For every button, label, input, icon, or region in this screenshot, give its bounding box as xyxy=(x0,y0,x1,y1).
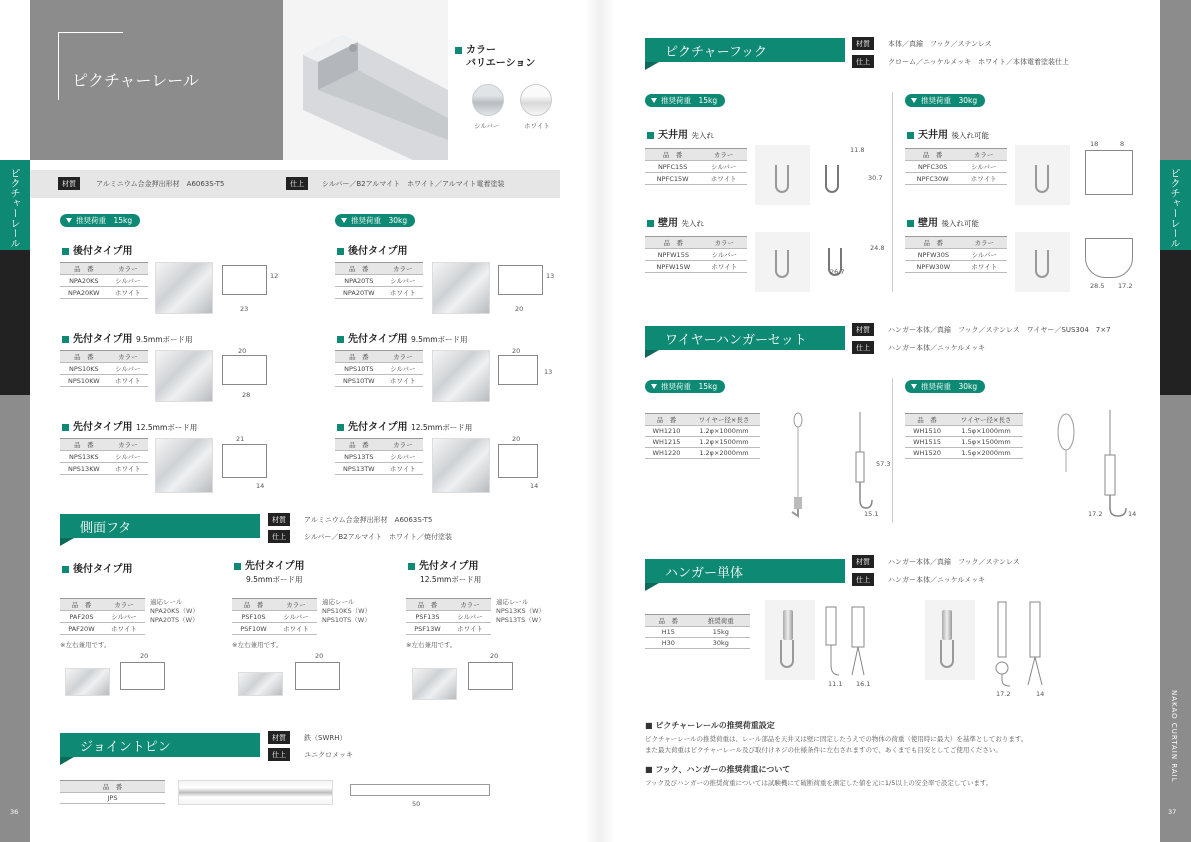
dim-label: 11.1 xyxy=(828,680,843,688)
block-title: 後付タイプ用 xyxy=(62,560,133,575)
finish-label: 仕上 xyxy=(852,341,874,354)
section-drawing xyxy=(222,444,267,478)
rail-photo xyxy=(283,0,448,160)
caption: ※左右兼用です。 xyxy=(60,641,111,649)
finish-value: ハンガー本体／ニッケルメッキ xyxy=(888,576,986,584)
cap-drawing xyxy=(468,662,513,690)
dim-label: 12 xyxy=(270,272,279,280)
product-photo xyxy=(155,350,213,402)
dim-label: 20 xyxy=(140,652,149,660)
product-photo xyxy=(65,668,110,696)
hook-icon xyxy=(940,640,954,668)
arrow-down-icon xyxy=(66,218,72,224)
load-pill-15kg: 推奨荷重 15kg xyxy=(645,380,725,393)
product-photo xyxy=(155,438,213,493)
spec-table: 品 番 ワイヤー径×長さ WH1510 1.5φ×1000mm WH1515 1.5φ×1500mm WH1520 1.5φ×2000mm xyxy=(905,413,1023,459)
material-value: 本体／真鍮 フック／ステンレス xyxy=(888,40,992,48)
dim-label: 14 xyxy=(1128,510,1137,518)
block-title: 壁用 後入れ可能 xyxy=(907,214,979,229)
product-photo xyxy=(432,350,490,402)
joint-pin-band: ジョイントピン xyxy=(60,733,260,757)
square-icon xyxy=(62,336,69,343)
spec-table: 品 番 カラー NPS13TS シルバー NPS13TW ホワイト xyxy=(335,438,423,475)
square-icon xyxy=(647,220,654,227)
dim-label: 17.2 xyxy=(1088,510,1103,518)
spec-table: 品 番 カラー NPFC30S シルバー NPFC30W ホワイト xyxy=(905,148,1007,185)
square-icon xyxy=(234,563,241,570)
material-value: ハンガー本体／真鍮 フック／ステンレス ワイヤー／SUS304 7×7 xyxy=(888,326,1111,334)
block-title: 先付タイプ用 12.5mmボード用 xyxy=(62,418,197,433)
joint-pin-drawing xyxy=(350,784,490,796)
dim-label: 11.8 xyxy=(850,146,865,154)
finish-value: ユニクロメッキ xyxy=(304,751,353,759)
dim-label: 20 xyxy=(490,652,499,660)
material-label: 材質 xyxy=(852,37,874,50)
load-pill-15kg: 推奨荷重 15kg xyxy=(60,214,140,227)
hook-drawing xyxy=(825,165,839,193)
load-pill-15kg: 推奨荷重 15kg xyxy=(645,94,725,107)
wire-drawing xyxy=(848,412,878,522)
hook-icon xyxy=(780,640,794,668)
block-title: 先付タイプ用 12.5mmボード用 xyxy=(408,560,481,586)
hook-icon xyxy=(775,250,789,278)
hook-drawing xyxy=(1085,150,1133,195)
spec-table: 品 番 カラー NPS13KS シルバー NPS13KW ホワイト xyxy=(60,438,148,475)
block-title: 先付タイプ用 12.5mmボード用 xyxy=(337,418,472,433)
brand-vertical: NAKAO CURTAIN RAIL xyxy=(1170,690,1178,783)
hook-drawing xyxy=(1085,238,1133,278)
arrow-down-icon xyxy=(651,384,657,390)
dim-label: 17.2 xyxy=(1118,282,1133,290)
wire-photo xyxy=(1048,412,1088,522)
finish-label: 仕上 xyxy=(852,573,874,586)
block-title: 後付タイプ用 xyxy=(337,242,408,257)
group-divider xyxy=(892,378,893,523)
spec-table: 品 番 カラー NPFW30S シルバー NPFW30W ホワイト xyxy=(905,236,1007,273)
arrow-down-icon xyxy=(651,98,657,104)
dim-label: 15.1 xyxy=(864,510,879,518)
block-title: 天井用 先入れ xyxy=(647,126,714,141)
square-icon xyxy=(647,132,654,139)
spec-table: 品 番 カラー NPS10TS シルバー NPS10TW ホワイト xyxy=(335,350,423,387)
block-title: 先付タイプ用 9.5mmボード用 xyxy=(337,330,468,345)
left-side-tab-text: ピクチャーレール xyxy=(8,168,19,248)
hanger-drawing xyxy=(990,600,1060,690)
spec-table: 品 番 カラー NPA20TS シルバー NPA20TW ホワイト xyxy=(335,262,423,299)
spec-table: 品 番 カラー PSF10S シルバー PSF10W ホワイト xyxy=(232,598,317,635)
page-number-right: 37 xyxy=(1168,808,1177,816)
material-label: 材質 xyxy=(852,555,874,568)
dim-label: 14 xyxy=(256,482,265,490)
material-label: 材質 xyxy=(268,513,290,526)
hook-icon xyxy=(1035,250,1049,278)
wire-photo xyxy=(788,412,808,522)
dim-label: 57.3 xyxy=(876,460,891,468)
finish-label: 仕上 xyxy=(268,530,290,543)
spec-table: 品 番 JPS xyxy=(60,780,165,804)
caption: ※左右兼用です。 xyxy=(232,641,283,649)
load-pill-30kg: 推奨荷重 30kg xyxy=(905,94,985,107)
block-title: 先付タイプ用 9.5mmボード用 xyxy=(234,560,305,586)
picture-hook-band: ピクチャーフック xyxy=(645,38,845,62)
square-icon xyxy=(62,424,69,431)
dim-label: 18 xyxy=(1090,140,1099,148)
section-drawing xyxy=(498,265,543,295)
material-label: 材質 xyxy=(58,177,80,190)
product-photo xyxy=(412,668,457,700)
swatch-silver-label: シルバー xyxy=(474,122,500,130)
page-title: ピクチャーレール xyxy=(72,71,199,90)
square-icon xyxy=(62,566,69,573)
dim-label: 8 xyxy=(1120,140,1125,148)
finish-value: シルバー／B2アルマイト ホワイト／アルマイト電着塗装 xyxy=(322,180,505,188)
side-cap-band: 側面フタ xyxy=(60,514,260,538)
hanger-band: ハンガー単体 xyxy=(645,559,845,583)
material-value: ハンガー本体／真鍮 フック／ステンレス xyxy=(888,558,1020,566)
section-drawing xyxy=(498,355,538,385)
square-icon xyxy=(337,248,344,255)
right-side-strip xyxy=(1160,250,1191,395)
note-load-setting: ■ ピクチャーレールの推奨荷重設定 ピクチャーレールの推奨荷重は、レール部品を天井又は壁に固定したうえでの物体の荷重（使用時に最大）を基準としております。 また最大荷重はピクチャーレール及び取付けネジの仕様条件に左右されますので、あくまでも目安としてご使用ください。 xyxy=(645,721,1028,754)
rail-note: 適応レール NPA20KS（W） NPA20TS（W） xyxy=(150,598,199,624)
dim-label: 20 xyxy=(238,347,247,355)
finish-value: クローム／ニッケルメッキ ホワイト／本体電着塗装仕上 xyxy=(888,58,1069,66)
dim-label: 20 xyxy=(315,652,324,660)
swatch-white xyxy=(520,84,552,116)
dim-label: 24.8 xyxy=(870,244,885,252)
square-icon xyxy=(455,47,462,54)
hanger-drawing xyxy=(822,605,882,685)
dim-label: 16.1 xyxy=(856,680,871,688)
square-icon xyxy=(337,336,344,343)
right-side-top xyxy=(1160,0,1191,160)
page-fold xyxy=(585,0,615,842)
square-icon xyxy=(408,563,415,570)
spec-table: 品 番 カラー NPA20KS シルバー NPA20KW ホワイト xyxy=(60,262,148,299)
rail-note: 適応レール NPS10KS（W） NPS10TS（W） xyxy=(322,598,371,624)
hanger-body xyxy=(783,610,793,640)
load-pill-30kg: 推奨荷重 30kg xyxy=(335,214,415,227)
product-photo xyxy=(432,262,490,314)
block-title: 天井用 後入れ可能 xyxy=(907,126,989,141)
dim-label: 20 xyxy=(515,305,524,313)
left-header-line xyxy=(58,32,123,33)
wire-drawing xyxy=(1098,410,1138,522)
swatch-white-label: ホワイト xyxy=(524,122,550,130)
dim-label: 17.2 xyxy=(996,690,1011,698)
material-label: 材質 xyxy=(268,731,290,744)
dim-label: 21 xyxy=(236,435,245,443)
dim-label: 26.7 xyxy=(830,268,845,276)
dim-label: 30.7 xyxy=(868,174,883,182)
left-side-strip-bottom xyxy=(0,395,30,842)
section-drawing xyxy=(222,265,267,295)
dim-label: 14 xyxy=(530,482,539,490)
arrow-down-icon xyxy=(341,218,347,224)
dim-label: 28.5 xyxy=(1090,282,1105,290)
dim-label: 13 xyxy=(546,272,555,280)
caption: ※左右兼用です。 xyxy=(406,641,457,649)
wire-set-band: ワイヤーハンガーセット xyxy=(645,326,845,350)
page-number-left: 36 xyxy=(10,808,19,816)
spec-table: 品 番 カラー PAF20S シルバー PAF20W ホワイト xyxy=(60,598,145,635)
spec-table: 品 番 カラー NPS10KS シルバー NPS10KW ホワイト xyxy=(60,350,148,387)
arrow-down-icon xyxy=(911,384,917,390)
hook-icon xyxy=(775,165,789,193)
hanger-body xyxy=(942,610,952,640)
left-header-line-v xyxy=(58,32,59,100)
right-side-tab-text: ピクチャーレール xyxy=(1168,168,1179,248)
material-value: 鉄（SWRH） xyxy=(304,734,347,742)
note-hook-load: ■ フック、ハンガーの推奨荷重について フック及びハンガーの推奨荷重については試験機にて破断荷重を測定した値を元に1/5以上の安全率で設定しています。 xyxy=(645,765,993,787)
dim-label: 13 xyxy=(544,368,553,376)
dim-label: 28 xyxy=(242,391,251,399)
dim-label: 20 xyxy=(512,435,521,443)
spec-table: 品 番 カラー NPFW15S シルバー NPFW15W ホワイト xyxy=(645,236,747,273)
dim-label: 20 xyxy=(512,347,521,355)
material-value: アルミニウム合金押出形材 A6063S-T5 xyxy=(96,180,225,188)
material-value: アルミニウム合金押出形材 A6063S-T5 xyxy=(304,516,433,524)
cap-drawing xyxy=(295,662,340,690)
spec-table: 品 番 カラー NPFC15S シルバー NPFC15W ホワイト xyxy=(645,148,747,185)
swatch-silver xyxy=(472,84,504,116)
spec-table: 品 番 カラー PSF13S シルバー PSF13W ホワイト xyxy=(406,598,491,635)
square-icon xyxy=(907,132,914,139)
block-title: 後付タイプ用 xyxy=(62,242,133,257)
color-variation-heading: カラー バリエーション xyxy=(455,44,535,70)
dim-label: 23 xyxy=(240,305,249,313)
finish-label: 仕上 xyxy=(852,55,874,68)
rail-note: 適応レール NPS13KS（W） NPS13TS（W） xyxy=(496,598,545,624)
hook-icon xyxy=(1035,165,1049,193)
finish-label: 仕上 xyxy=(268,748,290,761)
block-title: 先付タイプ用 9.5mmボード用 xyxy=(62,330,193,345)
square-icon xyxy=(907,220,914,227)
group-divider xyxy=(892,92,893,292)
product-photo xyxy=(238,672,283,696)
finish-label: 仕上 xyxy=(286,177,308,190)
block-title: 壁用 先入れ xyxy=(647,214,704,229)
section-drawing xyxy=(498,444,538,478)
dim-label: 14 xyxy=(1036,690,1045,698)
product-photo xyxy=(432,438,490,493)
dim-label: 50 xyxy=(412,800,421,808)
joint-pin-photo xyxy=(178,780,333,805)
finish-value: ハンガー本体／ニッケルメッキ xyxy=(888,344,986,352)
product-photo xyxy=(155,262,213,314)
cap-drawing xyxy=(120,662,165,690)
load-pill-30kg: 推奨荷重 30kg xyxy=(905,380,985,393)
spec-table: 品 番 推奨荷重 H15 15kg H30 30kg xyxy=(645,614,750,649)
square-icon xyxy=(62,248,69,255)
section-drawing xyxy=(222,355,267,385)
finish-value: シルバー／B2アルマイト ホワイト／焼付塗装 xyxy=(304,533,452,541)
arrow-down-icon xyxy=(911,98,917,104)
material-label: 材質 xyxy=(852,323,874,336)
spec-table: 品 番 ワイヤー径×長さ WH1210 1.2φ×1000mm WH1215 1.2φ×1500mm WH1220 1.2φ×2000mm xyxy=(645,413,760,459)
square-icon xyxy=(337,424,344,431)
